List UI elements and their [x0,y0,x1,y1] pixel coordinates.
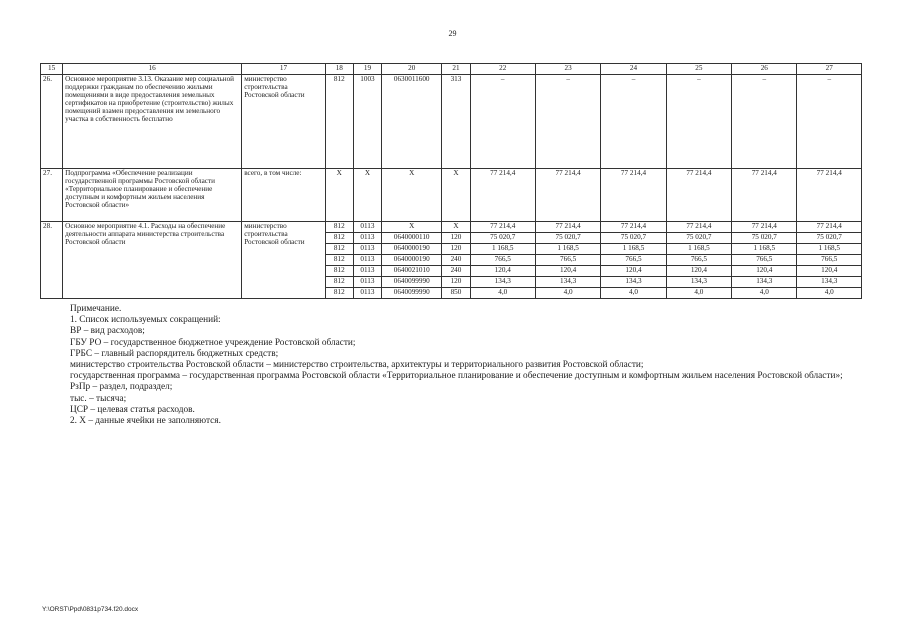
vr-cell: 240 [442,255,470,266]
value-cell: 77 214,4 [470,169,535,222]
vr-cell: 120 [442,244,470,255]
notes-section [40,304,862,427]
value-cell: 1 168,5 [470,244,535,255]
value-cell: 134,3 [666,277,731,288]
table-row [41,75,862,169]
value-cell: 77 214,4 [601,222,666,233]
csr-cell: 0640000190 [382,244,442,255]
grbs-cell: X [325,169,353,222]
row-number: 26. [41,75,63,169]
header-cell: 19 [353,64,381,75]
csr-cell: X [382,169,442,222]
header-cell: 26 [732,64,797,75]
value-cell: – [601,75,666,169]
note-line: ЦСР – целевая статья расходов. [70,404,195,415]
note-line: 1. Список используемых сокращений: [70,315,221,326]
value-cell: – [666,75,731,169]
note-line: тыс. – тысяча; [70,393,127,404]
csr-cell: 0630011600 [382,75,442,169]
note-line: ГРБС – главный распорядитель бюджетных средств; [70,348,279,359]
value-cell: 120,4 [601,266,666,277]
note-line: РзПр – раздел, подраздел; [70,382,173,393]
value-cell: 77 214,4 [535,169,600,222]
value-cell: 77 214,4 [797,222,862,233]
value-cell: 766,5 [535,255,600,266]
value-cell: – [470,75,535,169]
value-cell: 4,0 [666,288,731,299]
value-cell: 120,4 [535,266,600,277]
grbs-cell: 812 [325,244,353,255]
note-line: министерство строительства Ростовской области – министерство строительства, архитектуры и территориального развития Ростовской области; [70,360,644,371]
value-cell: 4,0 [601,288,666,299]
row-number: 27. [41,169,63,222]
value-cell: – [797,75,862,169]
value-cell: 134,3 [535,277,600,288]
activity-name: Подпрограмма «Обеспечение реализации государственной программы Ростовской области «Территориальное планирование и обеспечение доступным и комфортным жильем населения Ростовской области» [63,169,242,222]
table-row [41,222,862,233]
grbs-cell: 812 [325,277,353,288]
value-cell: 4,0 [470,288,535,299]
budget-table [40,63,862,299]
table-row [41,169,862,222]
value-cell: 120,4 [666,266,731,277]
grbs-cell: 812 [325,288,353,299]
value-cell: – [732,75,797,169]
activity-name: Основное мероприятие 4.1. Расходы на обеспечение деятельности аппарата министерства строительства Ростовской области [63,222,242,299]
row-number: 28. [41,222,63,299]
value-cell: 77 214,4 [666,169,731,222]
rzpr-cell: 0113 [353,233,381,244]
value-cell: 1 168,5 [732,244,797,255]
header-cell: 27 [797,64,862,75]
header-cell: 24 [601,64,666,75]
value-cell: 1 168,5 [535,244,600,255]
value-cell: 75 020,7 [470,233,535,244]
activity-name: Основное мероприятие 3.13. Оказание мер социальной поддержки гражданам по обеспечению жилыми помещениями в виде предоставления земельных сертификатов на приобретение (строительство) жилых помещений взамен предоставления им земельного участка в собственность бесплатно [63,75,242,169]
value-cell: 766,5 [470,255,535,266]
value-cell: – [535,75,600,169]
rzpr-cell: 0113 [353,266,381,277]
value-cell: 4,0 [797,288,862,299]
header-cell: 21 [442,64,470,75]
value-cell: 134,3 [601,277,666,288]
csr-cell: X [382,222,442,233]
file-path-footer: Y:\ORST\Ppd\0831p734.f20.docx [42,606,139,613]
value-cell: 77 214,4 [732,222,797,233]
rzpr-cell: 0113 [353,222,381,233]
rzpr-cell: 0113 [353,288,381,299]
header-cell: 20 [382,64,442,75]
value-cell: 4,0 [535,288,600,299]
header-cell: 25 [666,64,731,75]
value-cell: 77 214,4 [666,222,731,233]
note-line: 2. X – данные ячейки не заполняются. [70,416,221,427]
value-cell: 75 020,7 [535,233,600,244]
value-cell: 75 020,7 [797,233,862,244]
executor-cell: министерство строительства Ростовской области [242,222,326,299]
rzpr-cell: 0113 [353,244,381,255]
csr-cell: 0640099990 [382,288,442,299]
value-cell: 77 214,4 [535,222,600,233]
rzpr-cell: 0113 [353,277,381,288]
grbs-cell: 812 [325,233,353,244]
value-cell: 766,5 [797,255,862,266]
value-cell: 77 214,4 [470,222,535,233]
header-cell: 17 [242,64,326,75]
grbs-cell: 812 [325,266,353,277]
header-cell: 16 [63,64,242,75]
value-cell: 766,5 [666,255,731,266]
value-cell: 75 020,7 [666,233,731,244]
header-cell: 22 [470,64,535,75]
csr-cell: 0640099990 [382,277,442,288]
grbs-cell: 812 [325,255,353,266]
value-cell: 75 020,7 [732,233,797,244]
vr-cell: X [442,169,470,222]
value-cell: 134,3 [797,277,862,288]
vr-cell: 120 [442,233,470,244]
executor-cell: всего, в том числе: [242,169,326,222]
value-cell: 75 020,7 [601,233,666,244]
csr-cell: 0640021010 [382,266,442,277]
csr-cell: 0640000110 [382,233,442,244]
value-cell: 120,4 [470,266,535,277]
header-cell: 23 [535,64,600,75]
value-cell: 120,4 [732,266,797,277]
notes-title: Примечание. [70,304,122,314]
csr-cell: 0640000190 [382,255,442,266]
note-line: ГБУ РО – государственное бюджетное учреждение Ростовской области; [70,337,356,348]
vr-cell: X [442,222,470,233]
vr-cell: 120 [442,277,470,288]
value-cell: 1 168,5 [797,244,862,255]
note-line: ВР – вид расходов; [70,326,145,337]
value-cell: 120,4 [797,266,862,277]
value-cell: 766,5 [732,255,797,266]
value-cell: 134,3 [470,277,535,288]
vr-cell: 850 [442,288,470,299]
note-line: государственная программа – государственная программа Ростовской области «Территориальное планирование и обеспечение доступным и комфортным жильем населения Ростовской области»; [70,371,843,382]
value-cell: 1 168,5 [666,244,731,255]
header-cell: 15 [41,64,63,75]
grbs-cell: 812 [325,222,353,233]
value-cell: 134,3 [732,277,797,288]
value-cell: 766,5 [601,255,666,266]
table-header-row [41,64,862,75]
value-cell: 77 214,4 [732,169,797,222]
value-cell: 1 168,5 [601,244,666,255]
grbs-cell: 812 [325,75,353,169]
page-number: 29 [448,29,457,38]
value-cell: 4,0 [732,288,797,299]
vr-cell: 313 [442,75,470,169]
header-cell: 18 [325,64,353,75]
rzpr-cell: 1003 [353,75,381,169]
executor-cell: министерство строительства Ростовской области [242,75,326,169]
value-cell: 77 214,4 [797,169,862,222]
rzpr-cell: 0113 [353,255,381,266]
rzpr-cell: X [353,169,381,222]
vr-cell: 240 [442,266,470,277]
value-cell: 77 214,4 [601,169,666,222]
